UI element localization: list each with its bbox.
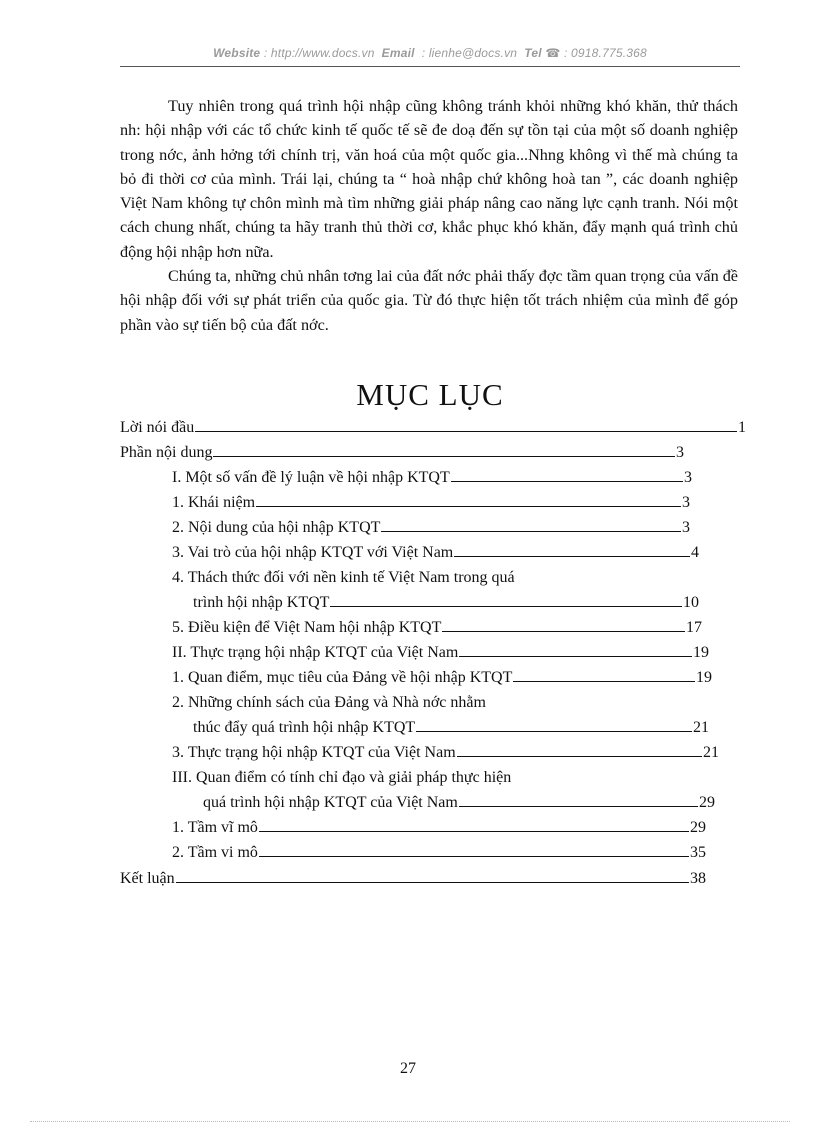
- toc-entry[interactable]: [172, 844, 706, 868]
- header-divider: [120, 66, 740, 67]
- paragraph-1: Tuy nhiên trong quá trình hội nhập cũng không tránh khỏi những khó khăn, thử thách nh: hội nhập với các tổ chức kinh tế quốc tế sẽ đe doạ đến sự tồn tại của một số doanh nghiệp trong nớc, ảnh hởng tới chính trị, văn hoá của một quốc gia...Nhng không vì thế mà chúng ta bỏ đi thời cơ của mình. Trái lại, chúng ta “ hoà nhập chứ không hoà tan ”, các doanh nghiệp Việt Nam không tự chôn mình mà tìm những giải pháp nâng cao năng lực cạnh tranh. Nói một cách chung nhất, chúng ta hãy tranh thủ thời cơ, khắc phục khó khăn, đẩy mạnh quá trình chủ động hội nhập hơn nữa.: [120, 97, 738, 261]
- toc-entry-label: 3. Vai trò của hội nhập KTQT với Việt Nam: [172, 544, 454, 561]
- footer-divider: [30, 1121, 790, 1122]
- toc-entry-page: 1: [738, 419, 746, 436]
- toc-entry-label: trình hội nhập KTQT: [193, 594, 330, 611]
- email-label: Email: [381, 46, 415, 60]
- toc-entry-page: 21: [703, 744, 719, 761]
- toc-entry-label: 1. Quan điểm, mục tiêu của Đảng về hội nhập KTQT: [172, 669, 513, 686]
- toc-leader: [176, 882, 689, 883]
- toc-entry-continued[interactable]: 4. Thách thức đối với nền kinh tế Việt Nam trong quá: [172, 569, 515, 586]
- toc-entry-label: quá trình hội nhập KTQT của Việt Nam: [203, 794, 458, 811]
- toc-leader: [451, 481, 683, 482]
- paragraph-2: Chúng ta, những chủ nhân tơng lai của đất nớc phải thấy đợc tầm quan trọng của vấn đề hội nhập đối với sự phát triển của quốc gia. Từ đó thực hiện tốt trách nhiệm của mình để góp phần vào sự tiến bộ của đất nớc.: [120, 267, 738, 334]
- toc-entry-page: 3: [682, 519, 690, 536]
- toc-entry-label: 1. Khái niệm: [172, 494, 256, 511]
- toc-leader: [454, 556, 690, 557]
- toc-entry[interactable]: [172, 819, 706, 843]
- toc-entry-label: 2. Nội dung của hội nhập KTQT: [172, 519, 381, 536]
- toc-leader: [457, 756, 702, 757]
- toc-entry-label: Lời nói đầu: [120, 419, 195, 436]
- toc-entry-continued[interactable]: III. Quan điểm có tính chỉ đạo và giải pháp thực hiện: [172, 769, 512, 786]
- toc-entry-label: II. Thực trạng hội nhập KTQT của Việt Nam: [172, 644, 459, 661]
- toc-leader: [259, 856, 689, 857]
- toc-entry[interactable]: [120, 444, 684, 468]
- toc-entry-page: 3: [684, 469, 692, 486]
- toc-entry[interactable]: [193, 594, 699, 618]
- toc-leader: [459, 806, 698, 807]
- toc-leader: [416, 731, 692, 732]
- toc-leader: [213, 456, 675, 457]
- toc-leader: [381, 531, 681, 532]
- toc-entry-page: 21: [693, 719, 709, 736]
- toc-entry-continued[interactable]: 2. Những chính sách của Đảng và Nhà nớc nhằm: [172, 694, 486, 711]
- toc-entry-page: 19: [696, 669, 712, 686]
- toc-entry-page: 3: [676, 444, 684, 461]
- page-header: [120, 46, 740, 60]
- toc-entry[interactable]: [120, 419, 746, 443]
- toc-entry[interactable]: [172, 744, 719, 768]
- toc-entry-label: 1. Tầm vĩ mô: [172, 819, 258, 836]
- toc-entry[interactable]: [172, 669, 712, 693]
- toc-leader: [256, 506, 681, 507]
- toc-leader: [195, 431, 737, 432]
- tel-value: ☎ : 0918.775.368: [545, 46, 647, 60]
- website-value: : http://www.docs.vn: [263, 46, 375, 60]
- toc-entry-page: 35: [690, 844, 706, 861]
- toc-entry-label: Kết luận: [120, 870, 175, 887]
- toc-entry[interactable]: [172, 544, 699, 568]
- tel-label: Tel: [524, 46, 542, 60]
- toc-leader: [442, 631, 685, 632]
- toc-entry-page: 10: [683, 594, 699, 611]
- toc-entry-label: 3. Thực trạng hội nhập KTQT của Việt Nam: [172, 744, 456, 761]
- toc-entry-page: 17: [686, 619, 702, 636]
- toc-entry[interactable]: [172, 619, 702, 643]
- toc-entry[interactable]: [203, 794, 715, 818]
- toc-entry-page: 19: [693, 644, 709, 661]
- toc-entry[interactable]: [172, 494, 690, 518]
- toc-entry[interactable]: [172, 519, 690, 543]
- email-value: : lienhe@docs.vn: [421, 46, 518, 60]
- website-label: Website: [213, 46, 261, 60]
- toc-entry[interactable]: [193, 719, 709, 743]
- toc-entry[interactable]: [172, 644, 709, 668]
- toc-entry-label: 5. Điều kiện để Việt Nam hội nhập KTQT: [172, 619, 442, 636]
- toc-entry-page: 4: [691, 544, 699, 561]
- toc-entry-page: 38: [690, 870, 706, 887]
- toc-entry-page: 29: [699, 794, 715, 811]
- toc-entry[interactable]: [172, 469, 692, 493]
- toc-entry-label: Phần nội dung: [120, 444, 213, 461]
- toc-leader: [259, 831, 689, 832]
- toc-entry[interactable]: [120, 870, 706, 894]
- toc-leader: [513, 681, 695, 682]
- toc-leader: [330, 606, 682, 607]
- toc-leader: [459, 656, 692, 657]
- toc-entry-label: I. Một số vấn đề lý luận về hội nhập KTQT: [172, 469, 450, 486]
- toc-entry-label: thúc đẩy quá trình hội nhập KTQT: [193, 719, 416, 736]
- toc-entry-label: 2. Tầm vi mô: [172, 844, 258, 861]
- toc-title: MỤC LỤC: [356, 377, 504, 412]
- page-number: 27: [400, 1060, 416, 1077]
- toc-entry-page: 3: [682, 494, 690, 511]
- toc-entry-page: 29: [690, 819, 706, 836]
- body-text: [120, 94, 738, 337]
